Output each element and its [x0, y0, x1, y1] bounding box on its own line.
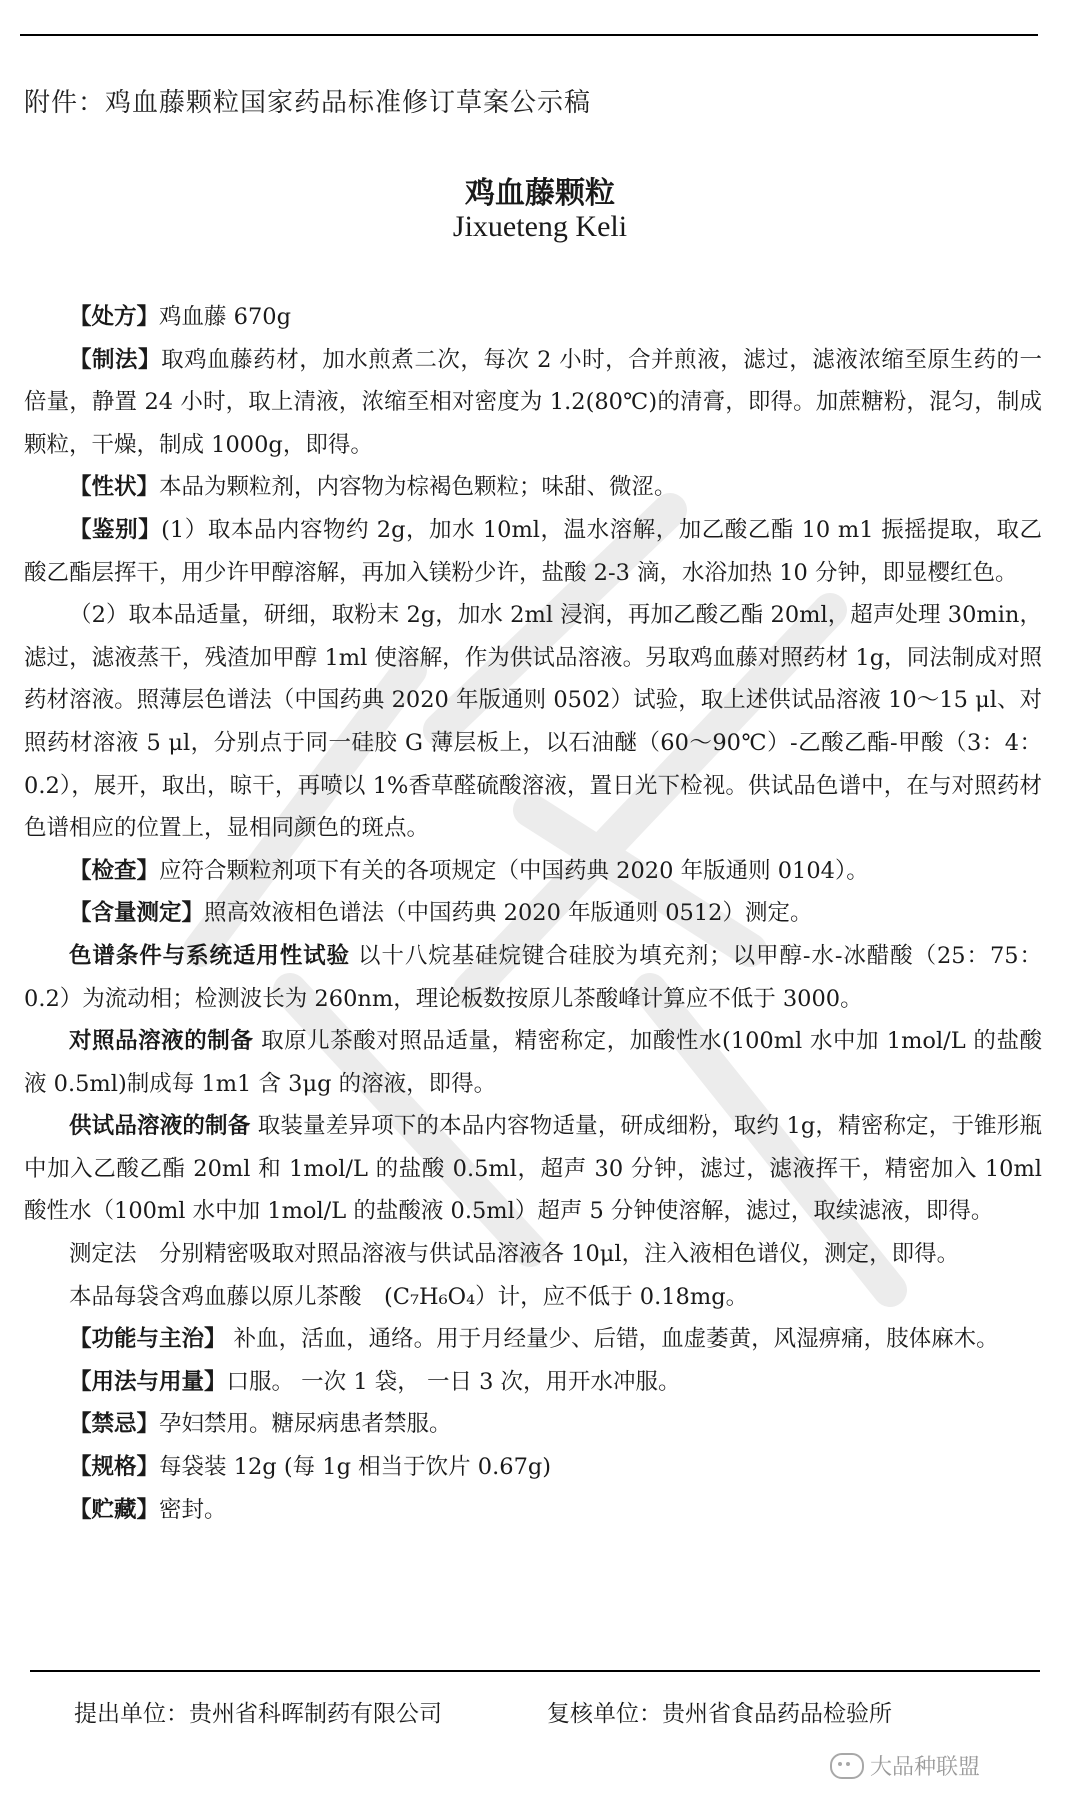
section-paragraph	[24, 1446, 1042, 1489]
section-text: 鸡血藤 670g	[159, 304, 292, 330]
section-text: 补血，活血，通络。用于月经量少、后错，血虚萎黄，风湿痹痛，肢体麻木。	[226, 1326, 999, 1353]
section-heading: 【制法】	[69, 346, 162, 373]
section-heading: 色谱条件与系统适用性试验	[69, 942, 350, 969]
section-heading: 【性状】	[69, 474, 160, 501]
top-rule	[20, 34, 1038, 36]
section-paragraph	[24, 1318, 1042, 1361]
section-paragraph	[24, 1020, 1042, 1105]
section-paragraph	[24, 1489, 1042, 1532]
section-text: 本品每袋含鸡血藤以原儿茶酸 (C₇H₆O₄）计，应不低于 0.18mg。	[69, 1283, 749, 1310]
section-heading: 【鉴别】	[69, 516, 162, 543]
bottom-rule	[30, 1670, 1040, 1672]
section-text: 取装量差异项下的本品内容物适量，研成细粉，取约 1g，精密称定，于锥形瓶中加入乙酸乙酯 20ml 和 1mol/L 的盐酸 0.5ml，超声 30 分钟，滤过，滤液挥干，精密加入 10ml 酸性水（100ml 水中加 1mol/L 的盐酸液 0.5ml）超声 5 分钟使溶解，滤过，取续滤液，即得。	[24, 1113, 1042, 1225]
section-paragraph	[24, 466, 1042, 509]
section-heading: 【规格】	[69, 1454, 160, 1481]
section-text: 口服。 一次 1 袋， 一日 3 次，用开水冲服。	[226, 1368, 681, 1395]
section-paragraph	[24, 509, 1042, 594]
section-paragraph	[24, 935, 1042, 1020]
section-text: 孕妇禁用。糖尿病患者禁服。	[159, 1411, 452, 1438]
section-text: 取原儿茶酸对照品适量，精密称定，加酸性水(100ml 水中加 1mol/L 的盐酸液 0.5ml)制成每 1m1 含 3μg 的溶液，即得。	[24, 1028, 1042, 1097]
reviewer-unit: 复核单位：贵州省食品药品检验所	[547, 1701, 892, 1727]
section-paragraph	[24, 1361, 1042, 1404]
section-heading: 对照品溶液的制备	[69, 1028, 254, 1055]
section-text: 以十八烷基硅烷键合硅胶为填充剂；以甲醇-水-冰醋酸（25：75：0.2）为流动相；检测波长为 260nm，理论板数按原儿茶酸峰计算应不低于 3000。	[24, 942, 1042, 1012]
section-text: 应符合颗粒剂项下有关的各项规定（中国药典 2020 年版通则 0104）。	[159, 857, 869, 884]
section-paragraph	[24, 1233, 1042, 1276]
source-watermark	[830, 1750, 980, 1781]
title-pinyin: Jixueteng Keli	[452, 210, 628, 243]
section-paragraph	[24, 1105, 1042, 1233]
wechat-icon	[830, 1753, 864, 1779]
section-text: 本品为颗粒剂，内容物为棕褐色颗粒；味甜、微涩。	[159, 474, 677, 501]
section-text: 测定法 分别精密吸取对照品溶液与供试品溶液各 10μl，注入液相色谱仪，测定，即得。	[69, 1241, 960, 1268]
attachment-title: 附件：鸡血藤颗粒国家药品标准修订草案公示稿	[24, 88, 592, 118]
section-paragraph	[24, 1276, 1042, 1319]
section-heading: 【处方】	[69, 304, 160, 330]
section-text: (1）取本品内容物约 2g，加水 10ml，温水溶解，加乙酸乙酯 10 m1 振摇提取，取乙酸乙酯层挥干，用少许甲醇溶解，再加入镁粉少许，盐酸 2-3 滴，水浴加热 10 分钟，即显樱红色。	[24, 516, 1042, 586]
section-text: （2）取本品适量，研细，取粉末 2g，加水 2ml 浸润，再加乙酸乙酯 20ml，超声处理 30min，滤过，滤液蒸干，残渣加甲醇 1ml 使溶解，作为供试品溶液。另取鸡血藤对照药材 1g，同法制成对照药材溶液。照薄层色谱法（中国药典 2020 年版通则 0502）试验，取上述供试品溶液 10～15 μl、对照药材溶液 5 μl，分别点于同一硅胶 G 薄层板上，以石油醚（60～90℃）-乙酸乙酯-甲酸（3：4：0.2），展开，取出，晾干，再喷以 1%香草醛硫酸溶液，置日光下检视。供试品色谱中，在与对照药材色谱相应的位置上，显相同颜色的斑点。	[24, 602, 1042, 842]
section-text: 照高效液相色谱法（中国药典 2020 年版通则 0512）测定。	[204, 900, 813, 927]
section-paragraph	[24, 594, 1042, 850]
section-text: 取鸡血藤药材，加水煎煮二次，每次 2 小时，合并煎液，滤过，滤液浓缩至原生药的一倍量，静置 24 小时，取上清液，浓缩至相对密度为 1.2(80℃)的清膏，即得。加蔗糖粉，混匀，制成颗粒，干燥，制成 1000g，即得。	[24, 346, 1042, 458]
section-paragraph	[24, 850, 1042, 893]
section-heading: 【禁忌】	[69, 1411, 160, 1438]
watermark-label: 大品种联盟	[870, 1755, 981, 1780]
section-paragraph	[24, 339, 1042, 467]
section-heading: 【贮藏】	[69, 1496, 160, 1523]
section-heading: 供试品溶液的制备	[69, 1113, 251, 1140]
section-heading: 【检查】	[69, 857, 160, 884]
section-paragraph	[24, 892, 1042, 935]
section-heading: 【用法与用量】	[69, 1368, 227, 1395]
section-paragraph	[24, 1403, 1042, 1446]
section-paragraph	[24, 296, 1042, 339]
submitter-unit: 提出单位：贵州省科晖制药有限公司	[74, 1701, 442, 1727]
section-text: 每袋装 12g (每 1g 相当于饮片 0.67g)	[159, 1454, 552, 1481]
section-text: 密封。	[159, 1496, 227, 1523]
section-heading: 【含量测定】	[69, 900, 205, 927]
document-body	[24, 296, 1042, 1531]
section-heading: 【功能与主治】	[69, 1326, 227, 1353]
title-chinese: 鸡血藤颗粒	[465, 176, 615, 211]
